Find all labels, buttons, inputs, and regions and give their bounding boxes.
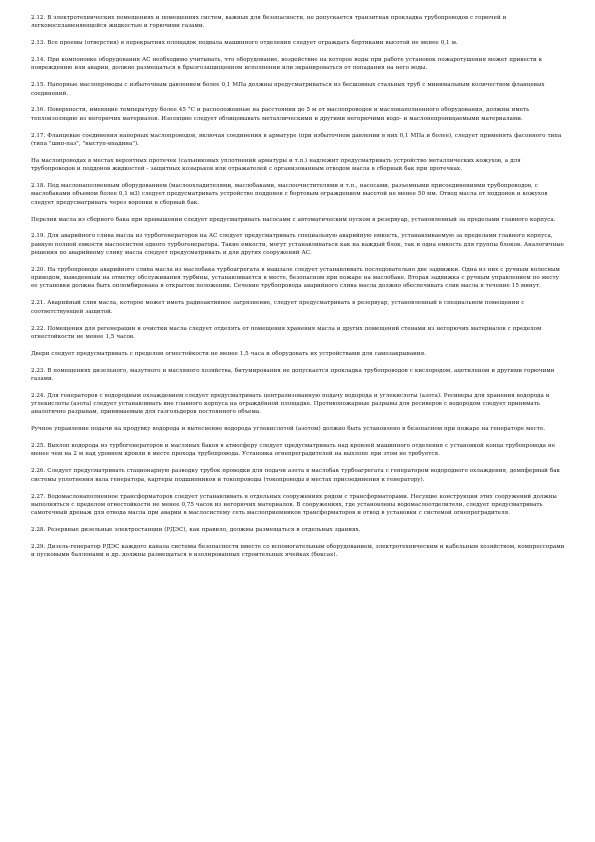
clause-2-17: 2.17. Фланцевые соединения напорных маслопроводов, включая соединения в арматуре (при избыточном давлении в них 0,1 МПа и более), следует применять фасонного типа (типа "шип-паз", "выступ-впадина"). <box>31 132 562 147</box>
clause-2-19: 2.19. Для аварийного слива масла из турбогенераторов на АС следует предусматривать специальную аварийную емкость, устанавливаемую за пределами главного корпуса, равную полной емкости маслосистем одного турбогенератора. Такие емкости, могут устанавливаться как на каждый блок, так и одна емкость для группы блоков. Аналогичные решения по аварийному сливу масла следует предусматривать и для других сооружений АС. <box>31 233 564 256</box>
clause-2-18-continuation: Перелив масла из сборного бака при превышении следует предусматривать насосами с автоматическим пуском в резервуар, установленный за пределами главного корпуса. <box>31 216 556 223</box>
clause-2-17-continuation: На маслопроводах в местах вероятных протечек (сальниковых уплотнений арматуры и т.п.) надлежит предусматривать устройство металлических кожухов, а для трубопроводов и поддонов жидкостей - защитных козырьков или отражателей с организованным отводом масла в сборный бак при протечках. <box>31 157 521 173</box>
clause-2-15: 2.15. Напорные маслопроводы с избыточным давлением более 0,1 МПа должны предусматриваться из бесшовных стальных труб с минимальным количеством фланцевых соединений. <box>31 82 545 97</box>
clause-2-22: 2.22. Помещения для регенерации и очистки масла следует отделять от помещения хранения масла и других помещений стенами из негорючих материалов с пределом огнестойкости не менее 1,5 часов. <box>31 325 542 340</box>
clause-2-12: 2.12. В электротехнических помещениях и помещениях систем, важных для безопасности, не допускается транзитная прокладка трубопроводов с горючей и легковоспламеняющейся жидкостью и горючими газами. <box>31 15 507 30</box>
clause-2-13: 2.13. Все проемы (отверстия) в перекрытиях площадок подвала машинного отделения следует ограждать бортиками высотой не менее 0,1 м. <box>31 40 458 47</box>
clause-2-18: 2.18. Под маслонаполненным оборудованием (маслоохладителями, маслобаками, маслоочистителями и т.п., насосами, разъемными присоединениями трубопроводов, с маслобаками объемом более 0,1 м3) следует предусматривать устройство поддонов с бортовым ограждением высотой не менее 50 мм. Отвод масла от поддонов и кожухов следует предусматривать через воронки в сборный бак. <box>31 183 548 206</box>
clause-2-29: 2.29. Дизель-генератор РДЭС каждого канала системы безопасности вместе со вспомогательным оборудованием, электротехническим и кабельным хозяйством, компрессорами и пусковыми баллонами и др. должны размещаться в изолированных строительных ячейках (боксах). <box>31 543 565 559</box>
clause-2-24-continuation: Ручное управление подачи на продувку водорода и вытеснение водорода углекислотой (азотом) должно быть установлено в безопасном при пожаре на генераторе месте. <box>31 426 546 433</box>
clause-2-22-continuation: Двери следует предусматривать с пределом огнестойкости не менее 1,5 часа и оборудовать их устройствами для самозакрывания. <box>31 350 426 357</box>
clause-2-25: 2.25. Выхлоп водорода из турбогенераторов и масляных баков в атмосферу следует предусматривать над кровлей машинного отделения с установкой конца трубопровода не менее чем на 2 м над уровнем кровли в месте прохода трубопровода. Установка огнепреградителей на выхлопе при этом не требуется. <box>31 443 556 458</box>
clause-2-28: 2.28. Резервные дизельные электростанции (РДЭС), как правило, должны размещаться в отдельных зданиях. <box>31 527 361 534</box>
clause-2-26: 2.26. Следует предусматривать стационарную разводку трубок проводки для подачи азота в маслобак турбоагрегата с генератором водородного охлаждения, демпферный бак системы уплотнения вала генератора, картеры подшипников и токопроводы (токопроводы в местах присоединения к генератору). <box>31 468 561 483</box>
clause-2-24: 2.24. Для генераторов с водородным охлаждением следует предусматривать централизованную подачу водорода и углекислоты (азота). Ресиверы для хранения водорода и углекислоты (азота) следует устанавливать вне главного корпуса на ограждённой площадке. Противопожарные разрывы для ресиверов с водородом следует принимать аналогично разрывам, принимаемым для газгольдеров постоянного объема. <box>31 392 550 416</box>
clause-2-20: 2.20. На трубопроводе аварийного слива масла из маслобака турбоагрегата в машзале следует устанавливать последовательно две задвижки. Одна из них с ручным колесным приводом, выведенным на отметку обслуживания турбины, устанавливается в месте, безопасном при пожаре на маслобаке. Вторая задвижка с ручным управлением по месту ее установки должна быть опломбирована в открытом положении. Сечение трубопровода аварийного слива масла должно обеспечивать слив масла в течение 15 минут. <box>31 266 560 290</box>
clause-2-23: 2.23. В помещениях дизельного, мазутного и масляного хозяйства, битумирования не допускается прокладка трубопроводов с кислородом, ацетиленом и другими горючими газами. <box>31 367 555 382</box>
clause-2-27: 2.27. Водомаслонаполненное трансформаторов следует устанавливать в отдельных сооружениях рядом с трансформаторами. Несущие конструкции этих сооружений должны выполняться с пределом огнестойкости не менее 0,75 часов из негорючих материалов. В сооружениях, где установлены водомаслоотделители, следует предусматривать самотечный дренаж для отвода масла при аварии в маслосистему сеть маслоприемников трансформаторов и отвод в установки с системой огнепреградителя. <box>31 493 557 517</box>
clause-2-21: 2.21. Аварийный слив масла, которое может иметь радиоактивное загрязнение, следует предусматривать в резервуар, установленный в специальном помещении с соответствующей защитой. <box>31 300 525 315</box>
clause-2-16: 2.16. Поверхности, имеющие температуру более 45 °С и расположенные на расстоянии до 5 м от маслопроводов и маслонаполненного оборудования, должны иметь теплоизоляцию из негорючих материалов. Изоляцию следует облицовывать металлическими и другими негорючими водо- и маслонепроницаемыми материалами. <box>31 107 530 122</box>
clause-2-14: 2.14. При компоновке оборудования АС необходимо учитывать, что оборудование, воздействие на которое воды при работе установок пожаротушения может привести к повреждению или аварии, должно размещаться в брызгозащищенном исполнении или экранироваться от попадания на него воды. <box>31 57 543 72</box>
